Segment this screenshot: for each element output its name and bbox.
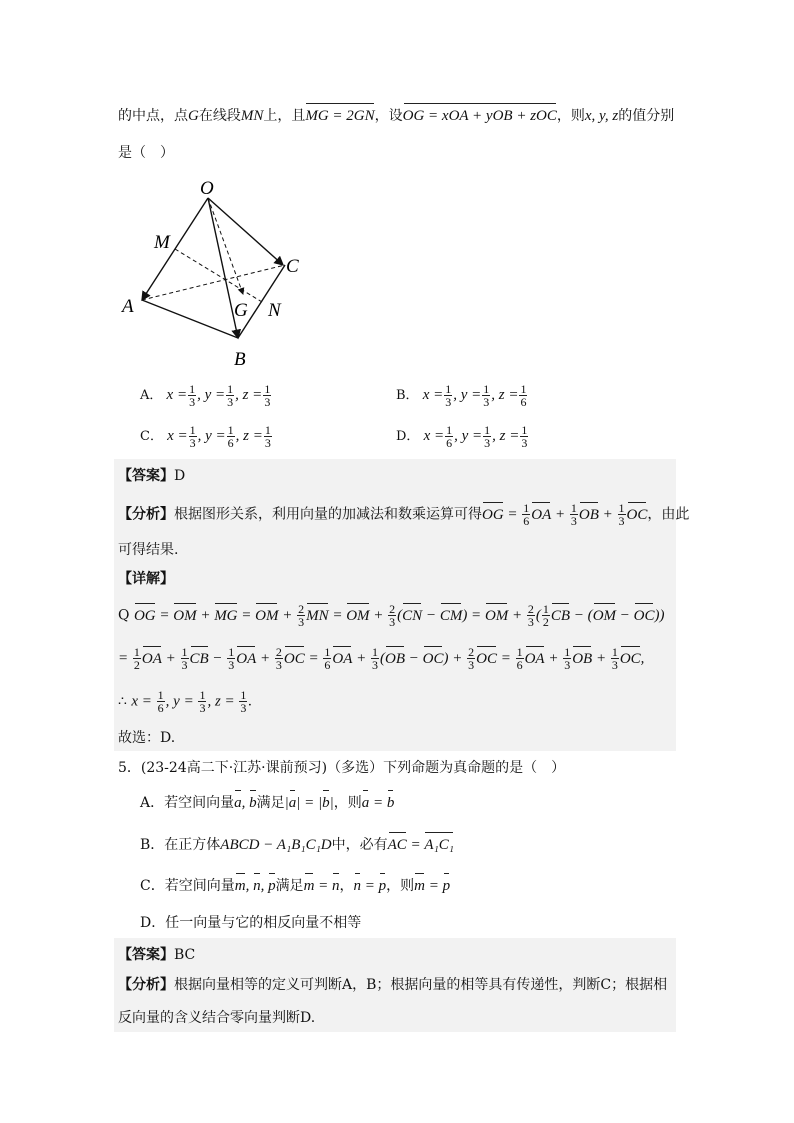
equation-mg-2gn: MG = 2GN <box>305 108 375 124</box>
variables-xyz: x, y, z <box>584 108 619 124</box>
q5-analysis-line-2: 反向量的含义结合零向量判断D. <box>118 1010 316 1026</box>
q5-option-c-text: C．若空间向量 <box>140 878 235 894</box>
q5-option-c[interactable]: C．若空间向量m, n, p满足m = n，n = p，则m = p <box>140 878 451 894</box>
intro-text: 的中点，点 <box>118 108 188 124</box>
edge-oc <box>208 198 283 265</box>
q5-option-b[interactable]: B．在正方体ABCD − A₁B₁C₁D中，必有AC = A₁C₁ <box>140 837 455 853</box>
analysis-text: ，由此 <box>647 506 690 523</box>
intro-text: 在线段 <box>198 108 241 124</box>
edge-ac-dashed <box>142 265 285 300</box>
option-a[interactable]: A． x = $\frac{1}{3}$ , y = $\frac{1}{3}$ , z = $\frac{1}{3}$ <box>140 382 271 409</box>
intro-text: ，则 <box>556 108 585 124</box>
option-a-label: A． <box>140 388 163 403</box>
q5-stem: 5．(23-24高二下·江苏·课前预习)（多选）下列命题为真命题的是（ ） <box>118 760 566 776</box>
q5-option-c-text: ，则 <box>386 878 415 894</box>
therefore-symbol: ∴ <box>118 693 127 710</box>
q5-option-d[interactable]: D．任一向量与它的相反向量不相等 <box>140 915 362 931</box>
label-c: C <box>286 256 299 277</box>
q5-answer <box>118 945 195 965</box>
q5-option-a-text: ，则 <box>333 795 362 811</box>
intro-line-2: 是（ ） <box>118 145 174 161</box>
q4-detail-tag <box>118 569 174 589</box>
q5-option-a[interactable]: A．若空间向量a, b满足|a| = |b|，则a = b <box>140 795 395 811</box>
option-d-label: D． <box>396 429 420 444</box>
answer-value: D <box>174 468 186 484</box>
label-b: B <box>234 349 246 370</box>
analysis-text: 根据向量相等的定义可判断A，B；根据向量的相等具有传递性，判断C；根据相 <box>174 977 668 993</box>
q4-derivation-line-3: ∴ x = $\frac{1}{6}$ , y = $\frac{1}{3}$ , z = $\frac{1}{3}$ . <box>118 688 253 715</box>
equation-og-decomposition: OG = xOA + yOB + zOC <box>402 108 557 124</box>
segment-mn-dashed <box>175 249 262 302</box>
point-g: G <box>188 108 199 124</box>
label-a: A <box>122 296 134 317</box>
option-d[interactable]: D． x = $\frac{1}{6}$ , y = $\frac{1}{3}$ , z = $\frac{1}{3}$ <box>396 423 528 450</box>
q4-answer <box>118 466 185 486</box>
because-symbol: Q <box>118 607 130 624</box>
answer-value: BC <box>174 947 196 963</box>
q5-analysis-line-1 <box>118 975 667 995</box>
analysis-tag: 【分析】 <box>118 506 174 523</box>
option-b[interactable]: B． x = $\frac{1}{3}$ , y = $\frac{1}{3}$ , z = $\frac{1}{6}$ <box>396 382 527 409</box>
label-m: M <box>154 232 170 253</box>
label-n: N <box>268 300 281 321</box>
q4-conclusion: 故选：D. <box>118 730 176 746</box>
intro-text: 上，且 <box>263 108 306 124</box>
q4-analysis-line-1: 【分析】根据图形关系，利用向量的加减法和数乘运算可得OG = $\frac{1}{6}$ OA + $\frac{1}{3}$ OB + $\frac{1}{3}$ OC，由此 <box>118 501 690 528</box>
option-b-label: B． <box>396 388 419 403</box>
q5-option-a-text: 满足 <box>256 795 285 811</box>
q5-option-c-text: 满足 <box>275 878 304 894</box>
edge-ab <box>142 300 238 338</box>
intro-text: 的值分别 <box>618 108 675 124</box>
q4-analysis-line-2: 可得结果. <box>118 542 179 558</box>
q5-option-a-text: A．若空间向量 <box>140 795 235 811</box>
analysis-text: 根据图形关系，利用向量的加减法和数乘运算可得 <box>174 506 482 523</box>
tetrahedron-figure <box>118 176 318 372</box>
analysis-tag: 【分析】 <box>118 977 174 993</box>
q4-derivation-line-1: Q OG = OM + MG = OM + $\frac{2}{3}$ MN = OM + $\frac{2}{3}$ (CN − CM) = OM + $\frac{2}{3}$ ( $\frac{1}{2}$ CB − (OM − OC)) <box>118 602 665 629</box>
answer-tag: 【答案】 <box>118 947 174 963</box>
option-c[interactable]: C． x = $\frac{1}{3}$ , y = $\frac{1}{6}$ , z = $\frac{1}{3}$ <box>140 423 271 450</box>
intro-line-1 <box>118 106 674 126</box>
q5-option-b-text: 中，必有 <box>331 837 388 853</box>
intro-text: ，设 <box>374 108 403 124</box>
label-o: O <box>200 178 214 199</box>
cube-name: ABCD − A₁B₁C₁D <box>220 837 332 853</box>
q4-derivation-line-2: = $\frac{1}{2}$ OA + $\frac{1}{3}$ CB − $\frac{1}{3}$ OA + $\frac{2}{3}$ OC = $\frac{1}{6}$ OA + $\frac{1}{3}$ (OB − OC) + $\frac{2}{3}$ OC = $\frac{1}{6}$ OA + $\frac{1}{3}$ OB + $\frac{1}{3}$ OC, <box>118 645 645 672</box>
option-c-label: C． <box>140 429 163 444</box>
answer-tag: 【答案】 <box>118 468 174 484</box>
segment-mn: MN <box>240 108 264 124</box>
label-g: G <box>234 300 248 321</box>
detail-tag: 【详解】 <box>118 571 174 587</box>
q5-option-b-text: B．在正方体 <box>140 837 221 853</box>
